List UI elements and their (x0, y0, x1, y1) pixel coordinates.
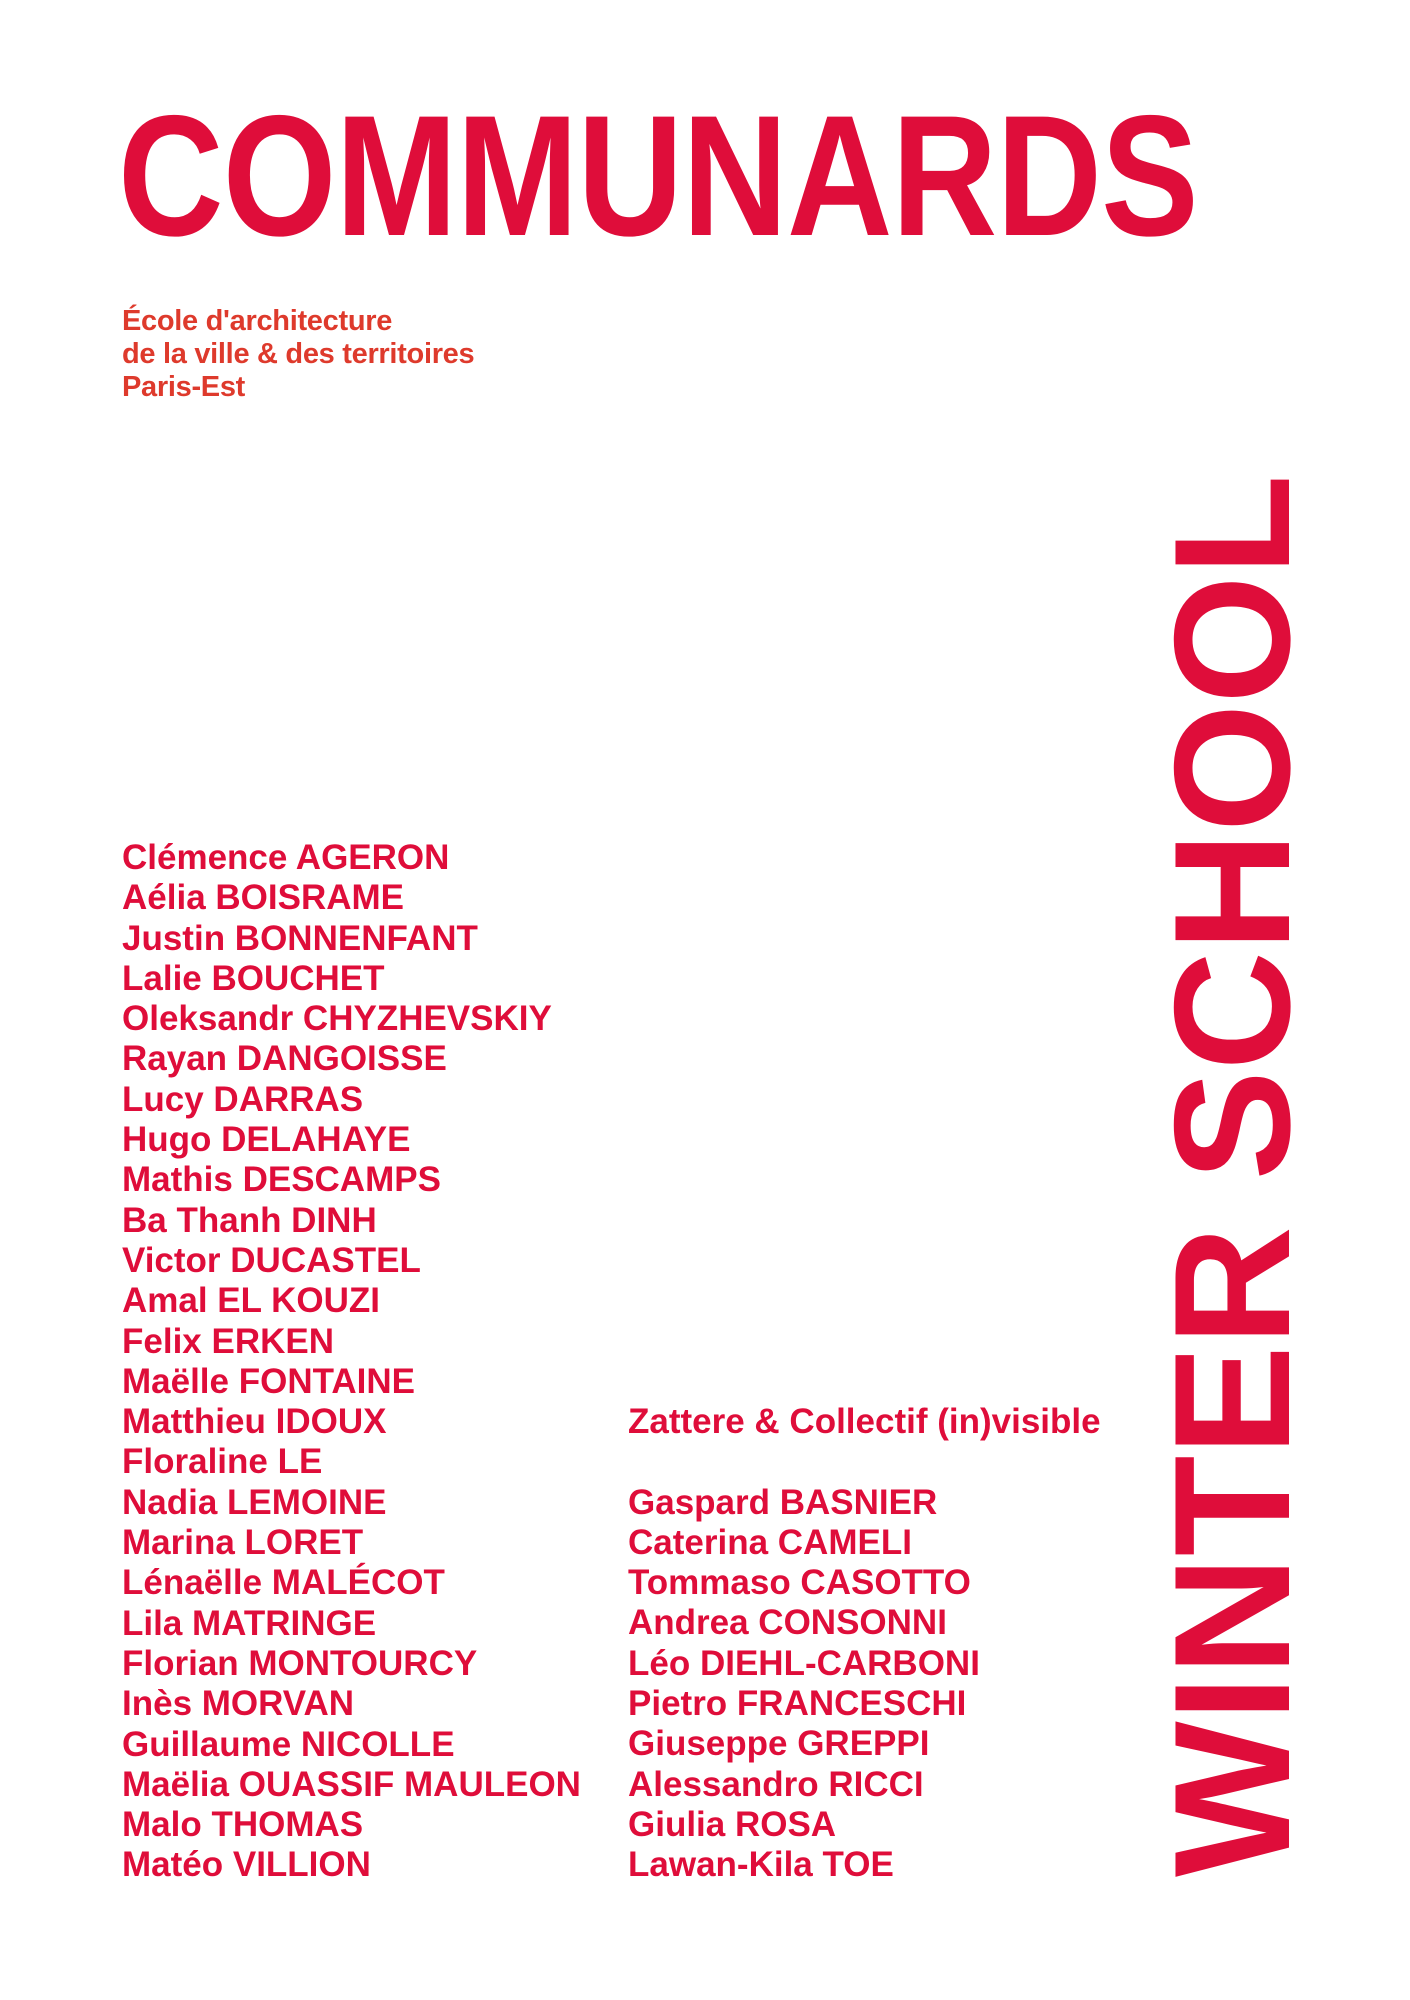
student-name: Marina LORET (122, 1523, 364, 1563)
student-name: Inès MORVAN (122, 1684, 355, 1724)
student-name: Hugo DELAHAYE (122, 1120, 411, 1160)
collective-member-name: Andrea CONSONNI (628, 1603, 947, 1643)
student-name: Malo THOMAS (122, 1805, 364, 1845)
collective-column (628, 1402, 1101, 1886)
school-logo-line-1: École d'architecture (122, 305, 393, 337)
collective-member-name: Tommaso CASOTTO (628, 1563, 971, 1603)
student-name: Mathis DESCAMPS (122, 1160, 441, 1200)
collective-member-name: Giuseppe GREPPI (628, 1724, 930, 1764)
student-name: Nadia LEMOINE (122, 1482, 387, 1522)
poster-title: COMMUNARDS (118, 80, 1198, 272)
collective-member-name: Caterina CAMELI (628, 1522, 912, 1562)
school-logo-wordmark (122, 305, 474, 404)
student-name: Ba Thanh DINH (122, 1200, 377, 1240)
student-name: Maëlle FONTAINE (122, 1361, 416, 1401)
student-name: Rayan DANGOISSE (122, 1039, 447, 1079)
student-name: Oleksandr CHYZHEVSKIY (122, 999, 552, 1039)
collective-member-name: Giulia ROSA (628, 1804, 837, 1844)
collective-member-name: Gaspard BASNIER (628, 1482, 938, 1522)
student-name: Justin BONNENFANT (122, 918, 478, 958)
student-name: Matéo VILLION (122, 1845, 371, 1885)
student-name-list (122, 838, 581, 1886)
student-name: Victor DUCASTEL (122, 1240, 421, 1280)
school-logo-line-3: Paris-Est (122, 371, 246, 403)
student-name: Felix ERKEN (122, 1321, 334, 1361)
student-name: Lucy DARRAS (122, 1079, 364, 1119)
student-name: Lénaëlle MALÉCOT (122, 1563, 445, 1603)
collective-member-name: Pietro FRANCESCHI (628, 1684, 967, 1724)
student-name: Aélia BOISRAME (122, 878, 404, 918)
student-name: Guillaume NICOLLE (122, 1724, 455, 1764)
collective-member-list (628, 1483, 1101, 1886)
student-name: Clémence AGERON (122, 838, 450, 877)
student-name: Floraline LE (122, 1442, 323, 1482)
collective-member-name: Léo DIEHL-CARBONI (628, 1643, 980, 1683)
student-name: Maëlia OUASSIF MAULEON (122, 1764, 581, 1804)
student-name: Matthieu IDOUX (122, 1402, 387, 1442)
collective-member-name: Lawan-Kila TOE (628, 1845, 894, 1885)
student-name: Florian MONTOURCY (122, 1643, 478, 1683)
school-logo-line-2: de la ville & des territoires (122, 338, 475, 370)
student-name: Amal EL KOUZI (122, 1281, 381, 1321)
collective-heading: Zattere & Collectif (in)visible (628, 1402, 1101, 1441)
student-name: Lalie BOUCHET (122, 958, 385, 998)
student-name: Lila MATRINGE (122, 1603, 377, 1643)
vertical-title: WINTER SCHOOL (1140, 474, 1324, 1877)
collective-member-name: Alessandro RICCI (628, 1764, 924, 1804)
